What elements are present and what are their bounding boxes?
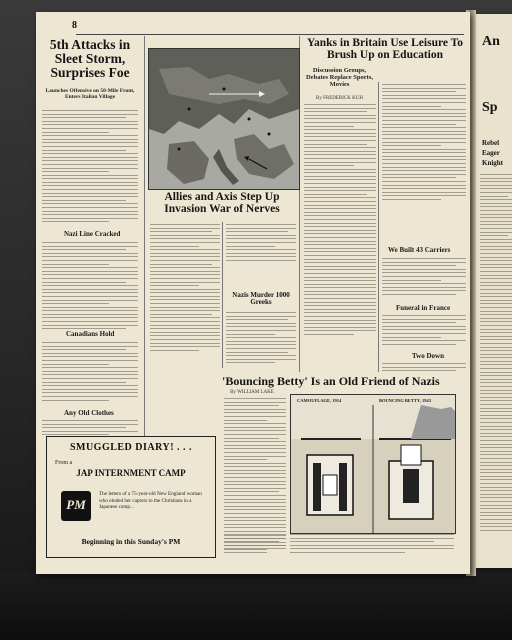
byline-betty: By WILLIAM LAKE [230, 390, 274, 395]
mine-diagram [290, 394, 456, 534]
headline-nazis-murder: Nazis Murder 1000 Greeks [232, 291, 290, 307]
body-text [224, 398, 286, 553]
next-page-text-1: Rebel [482, 139, 500, 147]
body-text [290, 534, 454, 556]
page-number: 8 [72, 20, 77, 31]
body-text [382, 84, 466, 203]
body-text [42, 342, 138, 403]
section-old-clothes: Any Old Clothes [64, 409, 114, 417]
subhead-5th-attacks: Launches Offensive on 50-Mile Front, Enters Italian Village [45, 88, 135, 101]
body-text [224, 534, 286, 556]
smuggled-diary-ad [46, 436, 216, 558]
top-rule [76, 34, 464, 35]
next-page [474, 14, 512, 568]
desk-edge [0, 572, 512, 640]
next-page-text-3: Knight [482, 159, 504, 167]
body-text [304, 104, 376, 338]
byline-yanks: By FREDERICK KUH [316, 96, 363, 101]
headline-invasion-war: Allies and Axis Step Up Invasion War of Nerves [164, 191, 280, 215]
ad-camp: JAP INTERNMENT CAMP [76, 468, 186, 478]
section-canadians-hold: Canadians Hold [66, 330, 115, 338]
section-nazi-line: Nazi Line Cracked [64, 230, 121, 238]
mine-diagram-drawing [291, 405, 455, 533]
ad-footer: Beginning in this Sunday's PM [81, 537, 181, 546]
ad-title: SMUGGLED DIARY! . . . [69, 442, 193, 453]
headline-bouncing-betty: 'Bouncing Betty' Is an Old Friend of Nazis [222, 374, 440, 388]
europe-map [148, 48, 300, 190]
body-text [42, 242, 138, 332]
body-text [226, 224, 296, 264]
next-page-headline-2: Sp [482, 100, 498, 115]
subhead-yanks: Discussion Groups, Debates Replace Sports, Movies [306, 67, 373, 89]
ad-text: The letters of a 75-year-old New England woman who eluded her captors to the Christians in a Japanese camp... [99, 491, 202, 510]
diagram-label-left: CAMOUFLAGE, 1914 [297, 398, 342, 403]
next-page-headline-1: An [482, 34, 500, 49]
body-text [150, 224, 220, 353]
headline-5th-attacks: 5th Attacks in Sleet Storm, Surprises Foe [49, 37, 131, 80]
body-text [382, 315, 466, 347]
next-page-text-2: Eager [482, 149, 500, 157]
newspaper-page [36, 12, 470, 574]
body-text [382, 258, 466, 298]
column-divider [222, 222, 223, 368]
column-divider [144, 36, 145, 436]
body-text [226, 312, 296, 366]
diagram-label-right: BOUNCING BETTY, 1943 [379, 398, 431, 403]
body-text [42, 110, 138, 225]
section-funeral: Funeral in France [396, 304, 451, 312]
headline-yanks-britain: Yanks in Britain Use Leisure To Brush Up on Education [306, 37, 464, 61]
next-page-body [480, 174, 512, 533]
ad-from: From a [55, 460, 73, 466]
column-divider [378, 82, 379, 372]
body-text [382, 363, 466, 374]
section-carriers: We Built 43 Carriers [388, 246, 451, 254]
pm-logo: PM [61, 491, 91, 521]
section-two-down: Two Down [412, 352, 444, 360]
